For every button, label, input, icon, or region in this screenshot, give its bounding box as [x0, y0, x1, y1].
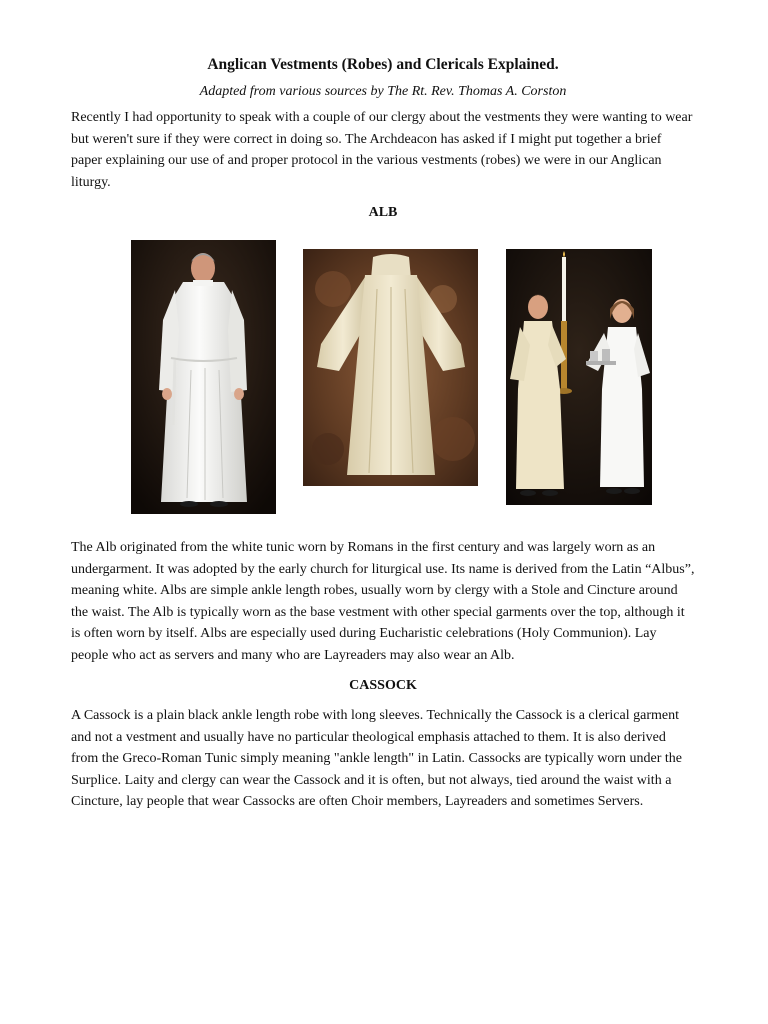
- alb-photo-row: [71, 240, 695, 530]
- photo-cream-alb-display: [303, 249, 478, 486]
- section-heading-cassock: CASSOCK: [349, 678, 417, 693]
- document-title: Anglican Vestments (Robes) and Clericals Explained.: [207, 56, 559, 73]
- document-subtitle: Adapted from various sources by The Rt. Rev. Thomas A. Corston: [199, 84, 567, 99]
- photo-priest-in-alb: [131, 240, 276, 514]
- section-heading-alb: ALB: [368, 205, 398, 220]
- alb-paragraph: The Alb originated from the white tunic worn by Romans in the first century and was largely worn as an undergarment. It was adopted by the early church for liturgical use. Its name is derived from the Latin “Albus”, meaning white. Albs are simple ankle length robes, usually worn by clergy with a Stole and Cincture around the waist. The Alb is typically worn as the base vestment with other special garments over the top, although it is often worn by itself. Albs are especially used during Eucharistic celebrations (Holy Communion). Lay people who act as servers and many who are Layreaders may also wear an Alb.: [71, 540, 695, 663]
- intro-paragraph: Recently I had opportunity to speak with a couple of our clergy about the vestments they were wanting to wear but weren't sure if they were correct in doing so. The Archdeacon has asked if I might put together a brief paper explaining our use of and proper protocol in the various vestments (robes) we were in our Anglican liturgy.: [71, 110, 693, 190]
- photo-servers-in-albs: [506, 249, 652, 505]
- document-page: [71, 54, 695, 813]
- cassock-paragraph: A Cassock is a plain black ankle length robe with long sleeves. Technically the Cassock is a clerical garment and not a vestment and usually have no particular theological emphasis attached to them. It is also derived from the Greco-Roman Tunic simply meaning "ankle length" in Latin. Cassocks are typically worn under the Surplice. Laity and clergy can wear the Cassock and it is often, but not always, tied around the waist with a Cincture, lay people that wear Cassocks are often Choir members, Layreaders and sometimes Servers.: [71, 708, 682, 809]
